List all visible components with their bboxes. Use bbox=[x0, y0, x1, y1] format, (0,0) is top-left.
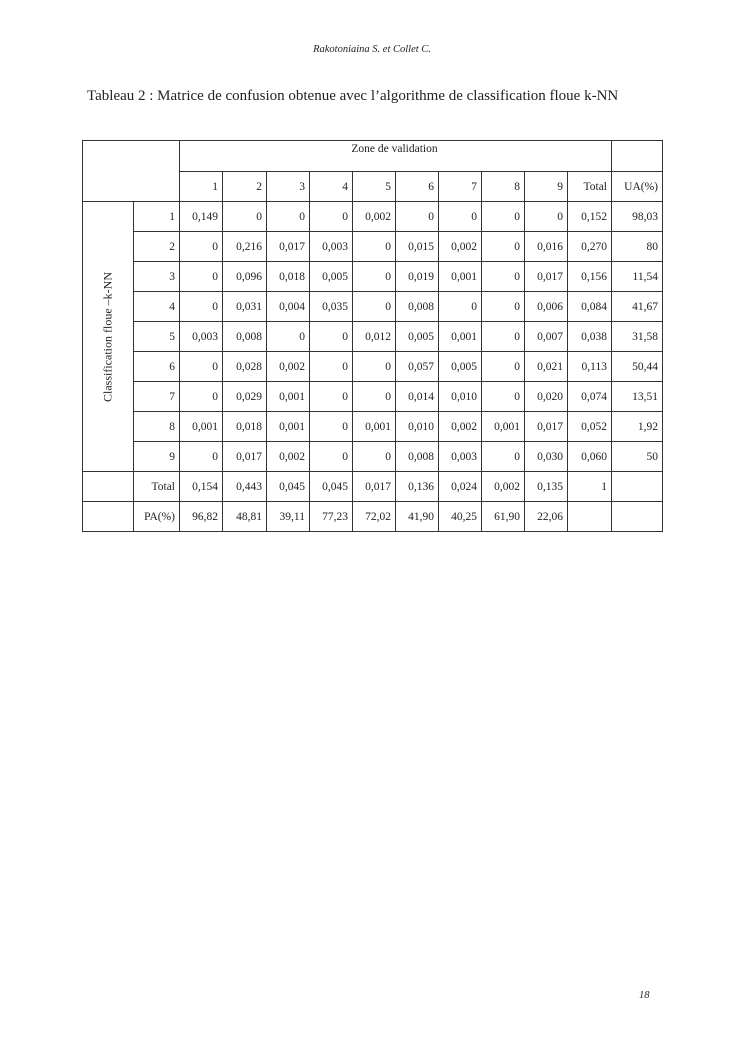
row-axis-label-cell bbox=[83, 202, 134, 472]
table-row bbox=[83, 292, 663, 322]
row-axis-label: Classification floue –k-NN bbox=[100, 271, 115, 402]
table-cell: 0 bbox=[180, 442, 223, 472]
table-cell: 0,003 bbox=[180, 322, 223, 352]
table-row bbox=[83, 322, 663, 352]
table-cell: 0,017 bbox=[267, 232, 310, 262]
table-cell: 0 bbox=[439, 202, 482, 232]
table-cell: 72,02 bbox=[353, 502, 396, 532]
table-cell: 0 bbox=[310, 442, 353, 472]
table-cell: 0 bbox=[482, 232, 525, 262]
column-header: 4 bbox=[310, 172, 353, 202]
table-cell: 0,001 bbox=[353, 412, 396, 442]
column-header: 3 bbox=[267, 172, 310, 202]
row-label: 3 bbox=[134, 262, 180, 292]
table-cell: 0 bbox=[525, 202, 568, 232]
header-row-zone bbox=[83, 141, 663, 172]
table-cell: 0,005 bbox=[396, 322, 439, 352]
table-cell: 40,25 bbox=[439, 502, 482, 532]
table-cell: 0,031 bbox=[223, 292, 267, 322]
table-cell: 0,016 bbox=[525, 232, 568, 262]
table-cell: 0,001 bbox=[482, 412, 525, 442]
table-cell: 0,020 bbox=[525, 382, 568, 412]
table-cell: 50 bbox=[612, 442, 663, 472]
table-cell: 0,028 bbox=[223, 352, 267, 382]
table-cell: 0,024 bbox=[439, 472, 482, 502]
row-label: 8 bbox=[134, 412, 180, 442]
table-cell: 0,002 bbox=[353, 202, 396, 232]
row-label: PA(%) bbox=[134, 502, 180, 532]
table-cell: 0,135 bbox=[525, 472, 568, 502]
table-cell: 0,060 bbox=[568, 442, 612, 472]
column-header: 6 bbox=[396, 172, 439, 202]
table-cell: 0 bbox=[353, 292, 396, 322]
table-cell: 41,90 bbox=[396, 502, 439, 532]
table-cell: 0 bbox=[310, 412, 353, 442]
confusion-matrix-table bbox=[82, 140, 663, 532]
table-cell: 0,149 bbox=[180, 202, 223, 232]
table-cell: 0,017 bbox=[525, 262, 568, 292]
table-cell: 0,001 bbox=[267, 412, 310, 442]
table-cell: 13,51 bbox=[612, 382, 663, 412]
table-cell: 0,007 bbox=[525, 322, 568, 352]
table-cell: 0,003 bbox=[310, 232, 353, 262]
table-cell: 0 bbox=[180, 352, 223, 382]
table-cell: 0,113 bbox=[568, 352, 612, 382]
table-cell: 0,002 bbox=[267, 352, 310, 382]
table-cell: 0 bbox=[353, 352, 396, 382]
table-cell: 0,002 bbox=[439, 232, 482, 262]
table-cell: 0 bbox=[310, 322, 353, 352]
table-caption: Tableau 2 : Matrice de confusion obtenue avec l’algorithme de classification floue k-NN bbox=[87, 88, 619, 104]
table-row bbox=[83, 382, 663, 412]
table-cell: 0 bbox=[482, 322, 525, 352]
total-row bbox=[83, 472, 663, 502]
table-cell: 0,030 bbox=[525, 442, 568, 472]
column-header: 5 bbox=[353, 172, 396, 202]
table-cell: 0 bbox=[482, 352, 525, 382]
table-cell: 0,029 bbox=[223, 382, 267, 412]
table-cell: 0 bbox=[482, 382, 525, 412]
row-label: 5 bbox=[134, 322, 180, 352]
table-cell: 0,001 bbox=[267, 382, 310, 412]
table-cell: 0,003 bbox=[439, 442, 482, 472]
table-cell: 0 bbox=[353, 442, 396, 472]
table-cell: 0,018 bbox=[223, 412, 267, 442]
table-cell: 0,096 bbox=[223, 262, 267, 292]
table-cell: 0,136 bbox=[396, 472, 439, 502]
row-label: Total bbox=[134, 472, 180, 502]
blank-cell bbox=[83, 472, 134, 502]
table-cell: 80 bbox=[612, 232, 663, 262]
table-cell: 0,156 bbox=[568, 262, 612, 292]
table-cell: 0,443 bbox=[223, 472, 267, 502]
table-cell: 0 bbox=[439, 292, 482, 322]
table-cell: 0,074 bbox=[568, 382, 612, 412]
table-cell: 0,002 bbox=[267, 442, 310, 472]
table-cell: 0,045 bbox=[310, 472, 353, 502]
table-cell: 0,006 bbox=[525, 292, 568, 322]
table-cell: 0,008 bbox=[223, 322, 267, 352]
table-cell: 41,67 bbox=[612, 292, 663, 322]
table-cell: 0,004 bbox=[267, 292, 310, 322]
table-cell: 0,012 bbox=[353, 322, 396, 352]
table-cell: 0,001 bbox=[439, 322, 482, 352]
table-cell: 0 bbox=[180, 232, 223, 262]
table-cell: 0,005 bbox=[310, 262, 353, 292]
table-cell: 0,057 bbox=[396, 352, 439, 382]
column-header: 7 bbox=[439, 172, 482, 202]
corner-cell-right bbox=[612, 141, 663, 172]
corner-cell bbox=[83, 141, 180, 202]
table-cell: 0,002 bbox=[482, 472, 525, 502]
table-cell: 0 bbox=[482, 292, 525, 322]
table-row bbox=[83, 352, 663, 382]
table-cell: 11,54 bbox=[612, 262, 663, 292]
table-cell: 0,010 bbox=[439, 382, 482, 412]
table-cell: 0,010 bbox=[396, 412, 439, 442]
table-cell: 0,152 bbox=[568, 202, 612, 232]
table-cell: 96,82 bbox=[180, 502, 223, 532]
table-cell: 0,270 bbox=[568, 232, 612, 262]
table-cell: 61,90 bbox=[482, 502, 525, 532]
table-cell: 0,008 bbox=[396, 292, 439, 322]
table-cell: 77,23 bbox=[310, 502, 353, 532]
table-cell: 0,019 bbox=[396, 262, 439, 292]
blank-cell bbox=[83, 502, 134, 532]
table-row bbox=[83, 262, 663, 292]
column-header: Total bbox=[568, 172, 612, 202]
table-cell: 0,017 bbox=[223, 442, 267, 472]
column-header: UA(%) bbox=[612, 172, 663, 202]
table-cell: 0,017 bbox=[525, 412, 568, 442]
running-head: Rakotoniaina S. et Collet C. bbox=[313, 44, 431, 55]
table-cell: 0,052 bbox=[568, 412, 612, 442]
row-label: 9 bbox=[134, 442, 180, 472]
table-cell: 0 bbox=[353, 382, 396, 412]
table-cell: 0 bbox=[482, 442, 525, 472]
table-cell: 0,021 bbox=[525, 352, 568, 382]
column-header: 1 bbox=[180, 172, 223, 202]
table-cell: 0 bbox=[353, 232, 396, 262]
table-cell: 0 bbox=[310, 382, 353, 412]
table-cell: 0 bbox=[396, 202, 439, 232]
table-cell: 0 bbox=[353, 262, 396, 292]
table-cell: 98,03 bbox=[612, 202, 663, 232]
table-cell: 31,58 bbox=[612, 322, 663, 352]
row-label: 6 bbox=[134, 352, 180, 382]
row-label: 1 bbox=[134, 202, 180, 232]
table-cell: 22,06 bbox=[525, 502, 568, 532]
table-cell: 0,005 bbox=[439, 352, 482, 382]
table-cell: 0 bbox=[310, 352, 353, 382]
zone-header: Zone de validation bbox=[180, 141, 612, 172]
table-cell: 0 bbox=[482, 262, 525, 292]
table-cell: 0 bbox=[310, 202, 353, 232]
table-cell: 0 bbox=[267, 322, 310, 352]
table-row bbox=[83, 442, 663, 472]
pa-row bbox=[83, 502, 663, 532]
table-cell: 0,035 bbox=[310, 292, 353, 322]
table-cell: 0 bbox=[180, 382, 223, 412]
table-cell: 48,81 bbox=[223, 502, 267, 532]
table-cell: 0,038 bbox=[568, 322, 612, 352]
table-row bbox=[83, 202, 663, 232]
table-cell: 0,015 bbox=[396, 232, 439, 262]
page-number: 18 bbox=[639, 990, 650, 1001]
table-cell bbox=[568, 502, 612, 532]
table-cell: 0,084 bbox=[568, 292, 612, 322]
table-cell: 0,008 bbox=[396, 442, 439, 472]
table-cell: 0,002 bbox=[439, 412, 482, 442]
table-cell: 1,92 bbox=[612, 412, 663, 442]
table-cell: 0,045 bbox=[267, 472, 310, 502]
table-cell bbox=[612, 502, 663, 532]
table-cell: 0 bbox=[267, 202, 310, 232]
table-row bbox=[83, 232, 663, 262]
table-cell: 0,017 bbox=[353, 472, 396, 502]
table-cell: 50,44 bbox=[612, 352, 663, 382]
table-cell: 0 bbox=[180, 262, 223, 292]
row-label: 4 bbox=[134, 292, 180, 322]
table-cell: 0 bbox=[180, 292, 223, 322]
table-cell: 0,018 bbox=[267, 262, 310, 292]
column-header: 2 bbox=[223, 172, 267, 202]
table-cell: 0,216 bbox=[223, 232, 267, 262]
table-cell: 39,11 bbox=[267, 502, 310, 532]
column-header: 9 bbox=[525, 172, 568, 202]
table-cell: 0 bbox=[223, 202, 267, 232]
table-cell: 0 bbox=[482, 202, 525, 232]
table-cell: 0,001 bbox=[180, 412, 223, 442]
table-cell: 0,014 bbox=[396, 382, 439, 412]
table-cell: 1 bbox=[568, 472, 612, 502]
row-label: 7 bbox=[134, 382, 180, 412]
column-header: 8 bbox=[482, 172, 525, 202]
table-cell bbox=[612, 472, 663, 502]
table-cell: 0,154 bbox=[180, 472, 223, 502]
row-label: 2 bbox=[134, 232, 180, 262]
table-row bbox=[83, 412, 663, 442]
table-cell: 0,001 bbox=[439, 262, 482, 292]
